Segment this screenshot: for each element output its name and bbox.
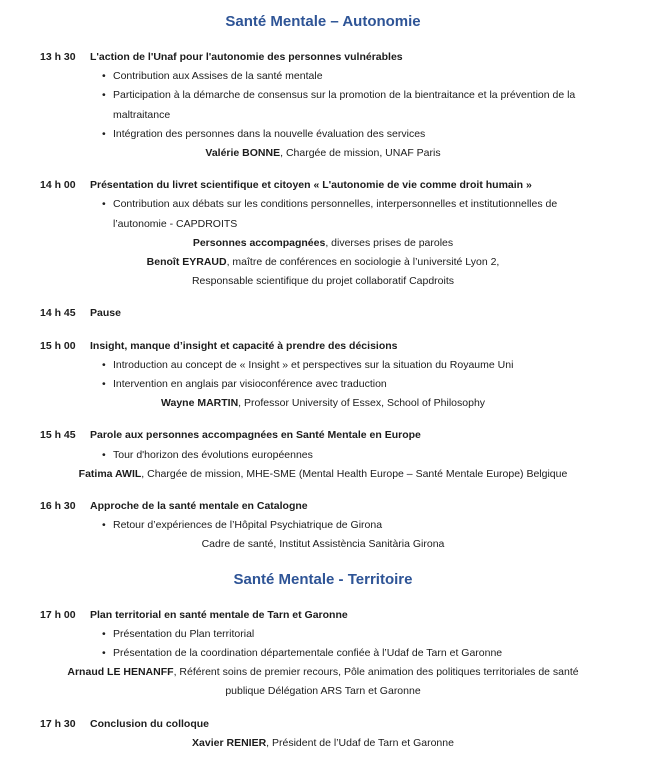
session-row <box>40 426 606 445</box>
bullet-item: • Intervention en anglais par visioconférence avec traduction <box>101 375 605 394</box>
session-row <box>40 176 606 195</box>
bullet-list <box>40 195 606 233</box>
bullet-list <box>40 446 606 465</box>
speaker-detail: , Chargée de mission, UNAF Paris <box>280 147 441 160</box>
session-title: Approche de la santé mentale en Catalogne <box>90 500 308 513</box>
bullet-list <box>40 356 606 394</box>
speaker-detail: Responsable scientifique du projet collaboratif Capdroits <box>191 275 455 288</box>
bullet-item: • Présentation de la coordination départementale confiée à l’Udaf de Tarn et Garonne <box>101 644 605 663</box>
speaker-detail: , diverses prises de paroles <box>325 236 454 249</box>
bullet-item: • Introduction au concept de « Insight » et perspectives sur la situation du Royaume Uni <box>101 356 605 375</box>
agenda-item <box>40 426 606 484</box>
time-label: 14 h 45 <box>40 307 76 320</box>
speaker-line <box>53 535 593 554</box>
speaker-detail: Cadre de santé, Institut Assistència Sanitària Girona <box>201 538 445 551</box>
bullet-item: • Contribution aux Assises de la santé mentale <box>101 67 605 86</box>
session-title: Plan territorial en santé mentale de Tarn et Garonne <box>90 608 348 621</box>
agenda-item <box>40 606 606 702</box>
session-row <box>40 48 606 67</box>
session-row <box>40 337 606 356</box>
time-label: 13 h 30 <box>40 51 76 63</box>
speaker-line <box>53 465 593 484</box>
speaker-detail: , Président de l’Udaf de Tarn et Garonne <box>266 736 454 749</box>
speaker-name: Arnaud LE HENANFF <box>67 666 174 679</box>
agenda-item <box>40 176 606 291</box>
session-title: L'action de l'Unaf pour l'autonomie des personnes vulnérables <box>90 51 403 63</box>
speaker-name: Fatima AWIL <box>78 467 142 480</box>
agenda-item-pause <box>40 304 606 323</box>
speaker-name: Benoît EYRAUD <box>146 256 227 269</box>
time-label: 16 h 30 <box>40 500 76 513</box>
speaker-line <box>53 144 593 163</box>
speaker-name: Personnes accompagnées <box>192 236 326 249</box>
session-row <box>40 606 606 625</box>
session-row <box>40 304 606 323</box>
agenda-item <box>40 497 606 555</box>
bullet-item: • Présentation du Plan territorial <box>101 625 605 644</box>
time-label: 15 h 00 <box>40 339 76 352</box>
speaker-name: Xavier RENIER <box>192 736 267 749</box>
session-title: Parole aux personnes accompagnées en Santé Mentale en Europe <box>90 429 421 442</box>
agenda-item <box>40 337 606 414</box>
time-label: 17 h 00 <box>40 608 76 621</box>
bullet-item: • Contribution aux débats sur les conditions personnelles, interpersonnelles et institutionnelles de l’autonomie - CAPDROITS <box>101 195 605 233</box>
agenda-item <box>40 48 606 163</box>
session-row <box>40 715 606 734</box>
speaker-name: Valérie BONNE <box>205 147 281 160</box>
bullet-list <box>40 67 606 144</box>
bullet-item: • Participation à la démarche de consensus sur la promotion de la bientraitance et la prévention de la maltraitance <box>101 86 605 124</box>
speaker-line <box>53 663 593 701</box>
speaker-name: Wayne MARTIN <box>160 397 239 410</box>
bullet-item: • Intégration des personnes dans la nouvelle évaluation des services <box>101 125 605 144</box>
section-title-territoire: Santé Mentale - Territoire <box>233 570 413 588</box>
speaker-line <box>53 394 593 413</box>
time-label: 14 h 00 <box>40 179 76 192</box>
session-title: Pause <box>90 307 121 320</box>
session-row <box>40 497 606 516</box>
bullet-list <box>40 625 606 663</box>
speaker-detail: , Professor University of Essex, School of Philosophy <box>238 397 486 410</box>
speaker-detail: , maître de conférences en sociologie à l’université Lyon 2, <box>226 256 500 269</box>
bullet-list <box>40 516 606 535</box>
speaker-detail: , Référent soins de premier recours, Pôle animation des politiques territoriales de santé publique Délégation ARS Tarn et Garonne <box>173 666 579 698</box>
speaker-line <box>53 272 593 291</box>
time-label: 17 h 30 <box>40 717 76 730</box>
speaker-line <box>53 253 593 272</box>
session-title: Insight, manque d’insight et capacité à prendre des décisions <box>90 339 398 352</box>
speaker-line <box>53 234 593 253</box>
bullet-item: • Retour d’expériences de l’Hôpital Psychiatrique de Girona <box>101 516 605 535</box>
session-title: Conclusion du colloque <box>90 717 209 730</box>
session-title: Présentation du livret scientifique et citoyen « L'autonomie de vie comme droit humain » <box>90 179 532 192</box>
time-label: 15 h 45 <box>40 429 76 442</box>
bullet-item: • Tour d'horizon des évolutions européennes <box>101 446 605 465</box>
agenda-item <box>40 715 606 753</box>
speaker-detail: , Chargée de mission, MHE-SME (Mental Health Europe – Santé Mentale Europe) Belgique <box>141 467 568 480</box>
section-title-autonomie: Santé Mentale – Autonomie <box>225 13 421 30</box>
speaker-line <box>53 734 593 753</box>
